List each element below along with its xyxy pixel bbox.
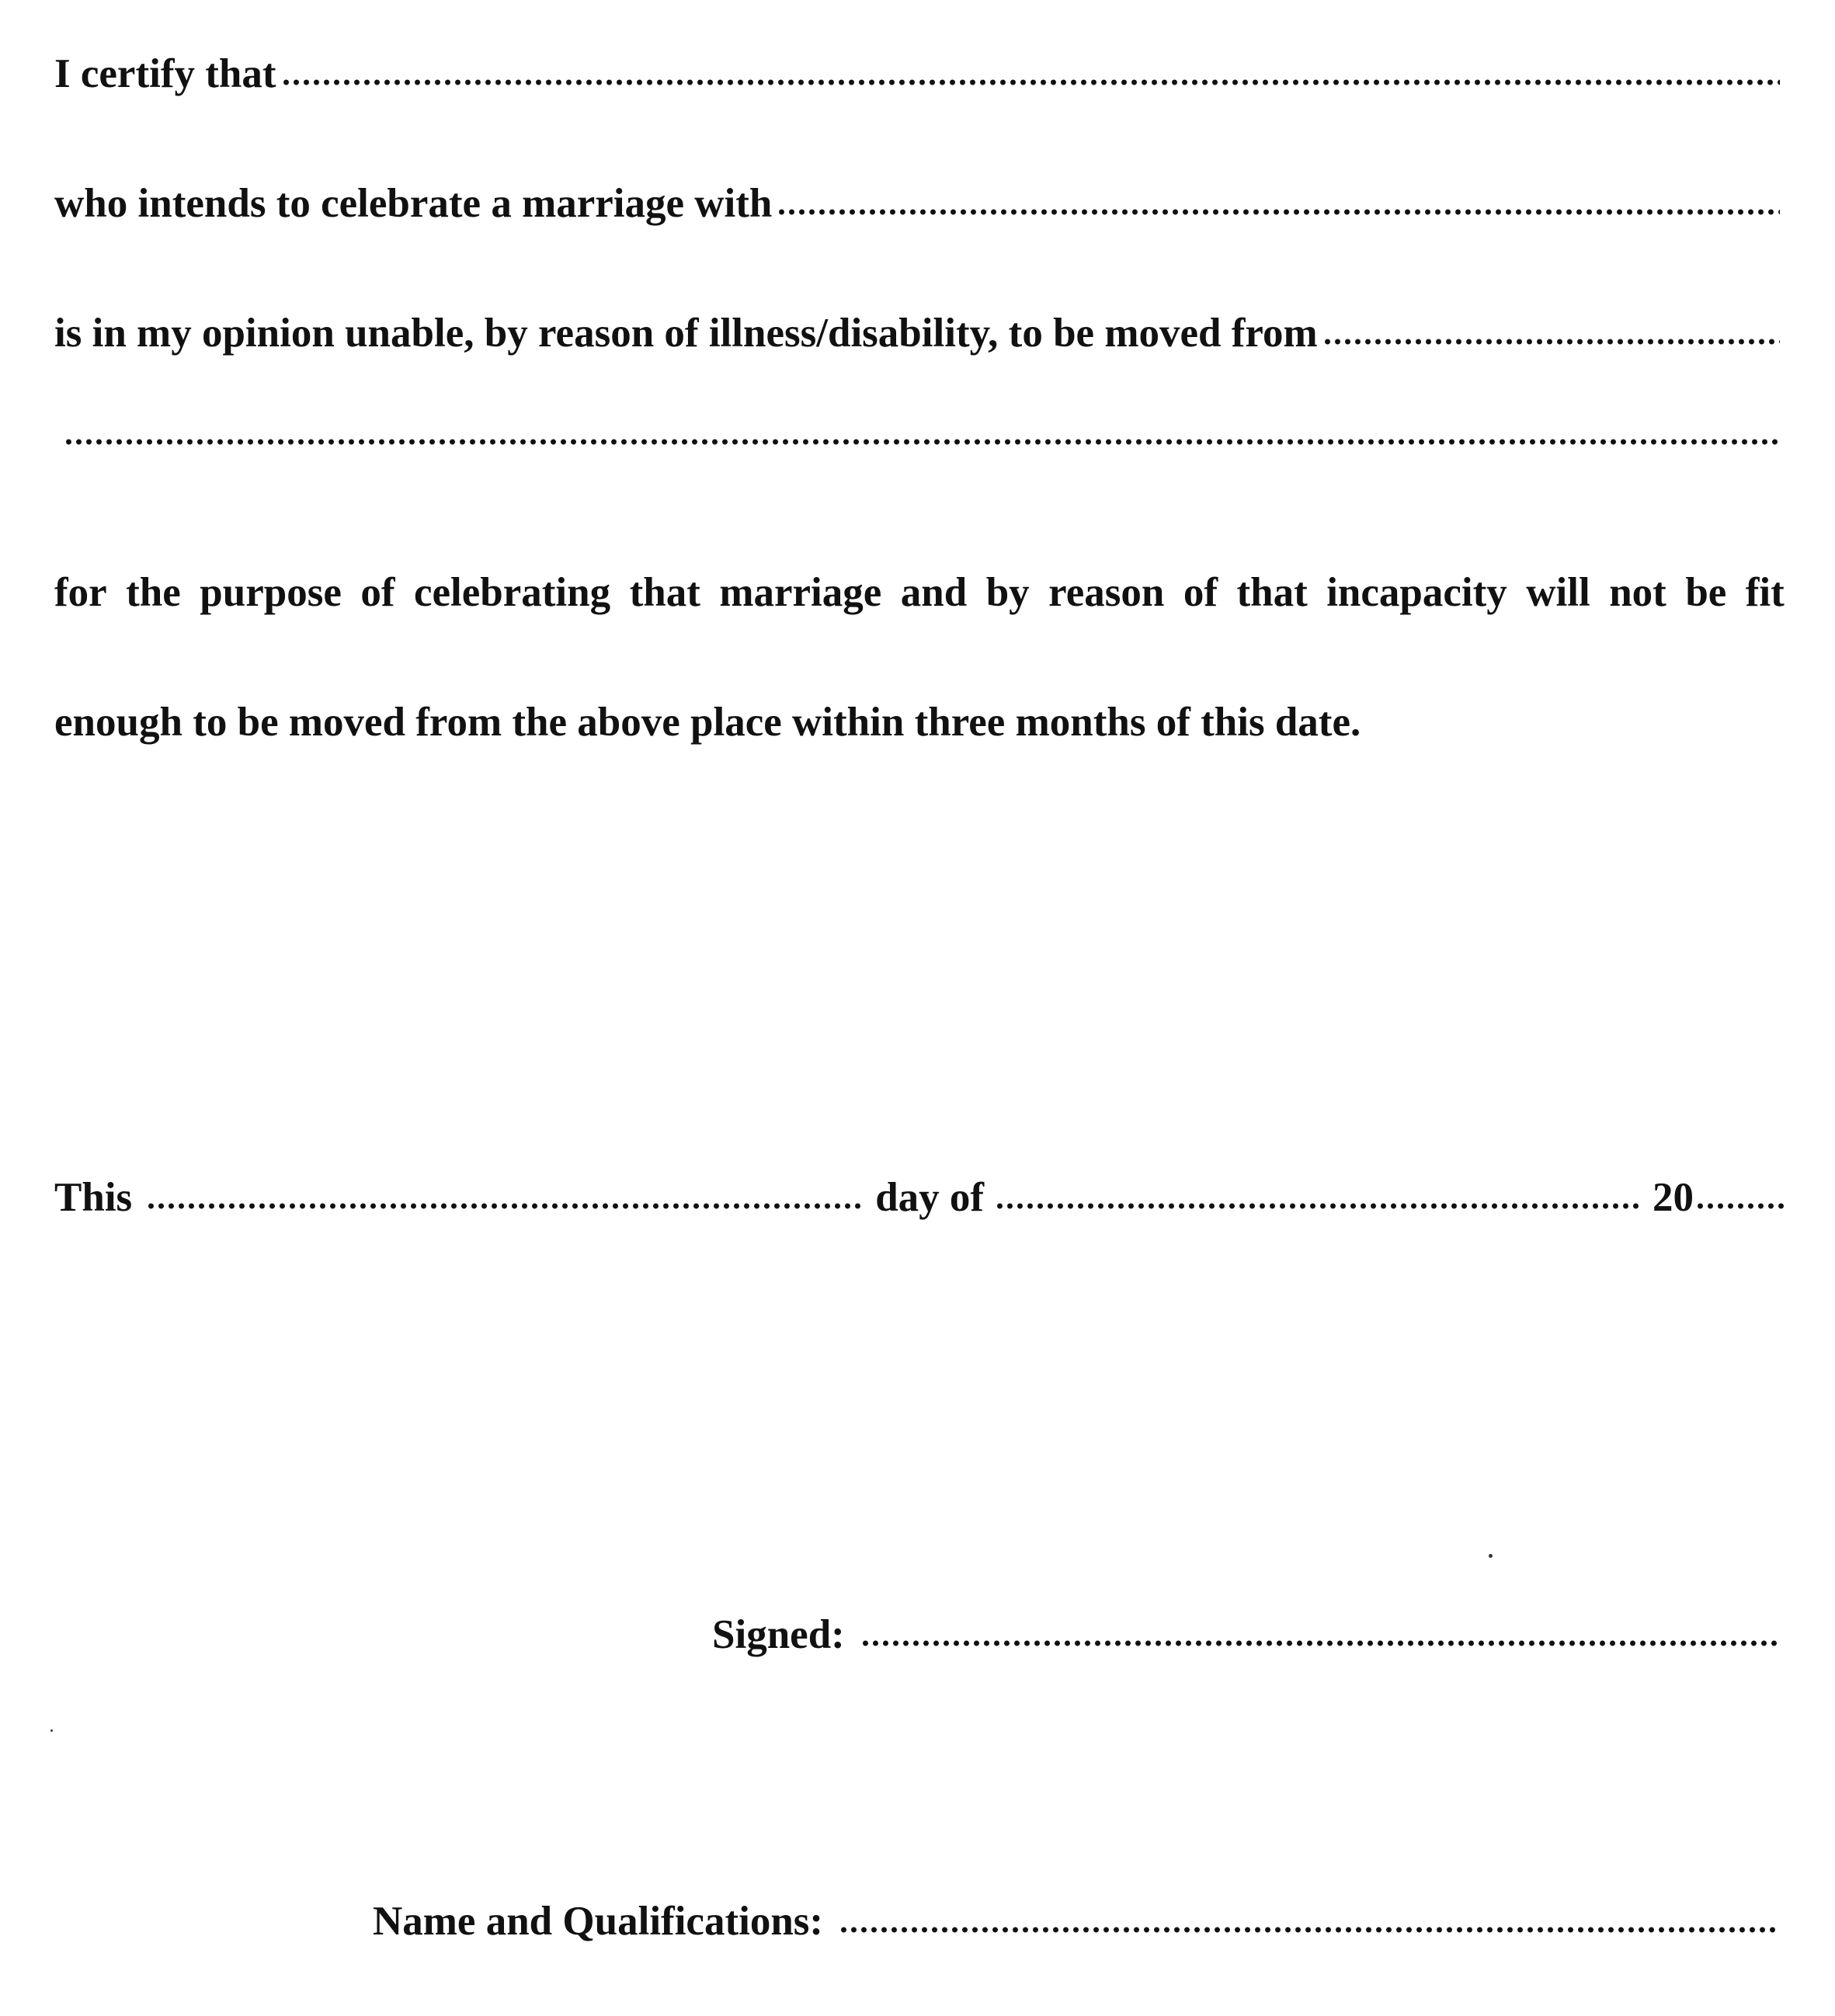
- scan-speck: [1489, 1554, 1493, 1558]
- signed-line: [712, 1604, 1785, 1666]
- purpose-word: not: [1609, 570, 1666, 615]
- this-label: This: [54, 1175, 133, 1220]
- purpose-word: that: [1236, 570, 1308, 615]
- certify-line: [54, 43, 1785, 105]
- purpose-word: of: [360, 570, 395, 615]
- purpose-word: celebrating: [413, 570, 611, 615]
- name-qualifications-label: Name and Qualifications:: [373, 1899, 824, 1944]
- moved-from-label: is in my opinion unable, by reason of illness/disability, to be moved from: [54, 311, 1318, 356]
- purpose-line: [54, 561, 1785, 624]
- place-continuation-line: [54, 437, 1785, 499]
- moved-from-field[interactable]: [1322, 337, 1780, 346]
- name-qualifications-line: [373, 1890, 1785, 1952]
- date-line: [54, 1166, 1785, 1229]
- year-prefix-label: 20: [1653, 1175, 1694, 1220]
- scan-speck: [50, 1729, 53, 1732]
- year-field[interactable]: [1695, 1201, 1785, 1211]
- purpose-word: purpose: [200, 570, 342, 615]
- purpose-word: the: [126, 570, 181, 615]
- day-of-label: day of: [875, 1175, 985, 1220]
- place-continuation-field[interactable]: [64, 437, 1780, 447]
- purpose-word: will: [1526, 570, 1590, 615]
- purpose-word: incapacity: [1326, 570, 1507, 615]
- purpose-word: reason: [1048, 570, 1165, 615]
- marriage-with-label: who intends to celebrate a marriage with: [54, 181, 773, 226]
- day-field[interactable]: [146, 1201, 864, 1211]
- three-months-line: [54, 691, 1785, 753]
- marriage-with-line: [54, 172, 1785, 235]
- month-field[interactable]: [995, 1201, 1642, 1211]
- marriage-partner-field[interactable]: [777, 207, 1780, 217]
- purpose-word: be: [1685, 570, 1727, 615]
- purpose-word: and: [900, 570, 968, 615]
- name-qualifications-field[interactable]: [839, 1925, 1780, 1934]
- moved-from-line: [54, 302, 1785, 364]
- signature-field[interactable]: [860, 1639, 1780, 1648]
- purpose-word: of: [1183, 570, 1218, 615]
- three-months-text: enough to be moved from the above place within three months of this date.: [54, 700, 1361, 745]
- purpose-word: for: [54, 570, 107, 615]
- certify-name-field[interactable]: [281, 78, 1781, 87]
- purpose-word: by: [985, 570, 1030, 615]
- purpose-word: that: [629, 570, 700, 615]
- signed-label: Signed:: [712, 1612, 845, 1657]
- certify-label: I certify that: [54, 51, 276, 96]
- purpose-word: marriage: [719, 570, 882, 615]
- purpose-word: fit: [1745, 570, 1785, 615]
